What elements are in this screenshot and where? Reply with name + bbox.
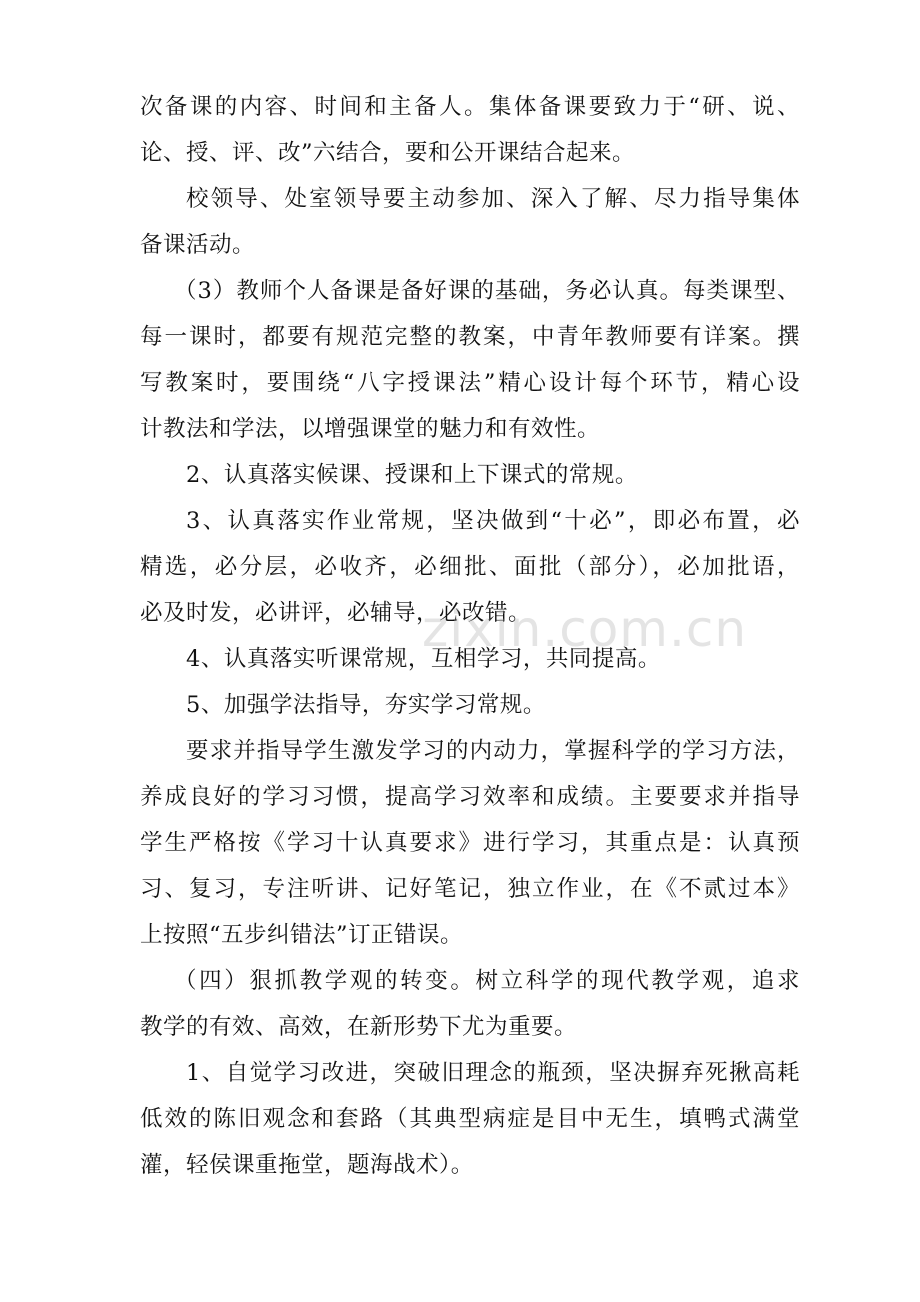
text-line: 论、授、评、改”六结合，要和公开课结合起来。 bbox=[140, 140, 636, 166]
text-line: 次备课的内容、时间和主备人。集体备课要致力于“研、说、 bbox=[140, 94, 800, 120]
text-line: 写教案时，要围绕“八字授课法”精心设计每个环节，精心设 bbox=[140, 370, 800, 396]
text-line: 习、复习，专注听讲、记好笔记，独立作业，在《不贰过本》 bbox=[140, 876, 800, 902]
text-line: 精选，必分层，必收齐，必细批、面批（部分），必加批语， bbox=[140, 554, 800, 580]
text-line: 1、自觉学习改进，突破旧理念的瓶颈，坚决摒弃死揪高耗 bbox=[186, 1060, 800, 1086]
text-line: 养成良好的学习习惯，提高学习效率和成绩。主要要求并指导 bbox=[140, 784, 800, 810]
text-line: 低效的陈旧观念和套路（其典型病症是目中无生，填鸭式满堂 bbox=[140, 1106, 800, 1132]
document-body bbox=[140, 84, 800, 1188]
text-line: 学生严格按《学习十认真要求》进行学习，其重点是：认真预 bbox=[140, 830, 800, 856]
text-line: 备课活动。 bbox=[140, 232, 256, 258]
text-line: 必及时发，必讲评，必辅导，必改错。 bbox=[140, 600, 532, 626]
text-line: （四）狠抓教学观的转变。树立科学的现代教学观，追求 bbox=[174, 968, 800, 994]
text-line: 灌，轻侯课重拖堂，题海战术）。 bbox=[140, 1152, 474, 1178]
text-line: 5、加强学法指导，夯实学习常规。 bbox=[186, 692, 546, 718]
text-line: （3）教师个人备课是备好课的基础，务必认真。每类课型、 bbox=[174, 278, 800, 304]
text-line: 校领导、处室领导要主动参加、深入了解、尽力指导集体 bbox=[186, 186, 800, 212]
text-line: 每一课时，都要有规范完整的教案，中青年教师要有详案。撰 bbox=[140, 324, 800, 350]
watermark-text: zixin.com.cn bbox=[422, 600, 748, 658]
text-line: 4、认真落实听课常规，互相学习，共同提高。 bbox=[186, 646, 661, 672]
text-line: 2、认真落实候课、授课和上下课式的常规。 bbox=[186, 462, 638, 488]
text-line: 计教法和学法，以增强课堂的魅力和有效性。 bbox=[140, 416, 601, 442]
text-line: 要求并指导学生激发学习的内动力，掌握科学的学习方法， bbox=[186, 738, 800, 764]
text-line: 上按照“五步纠错法”订正错误。 bbox=[140, 922, 464, 948]
text-line: 3、认真落实作业常规，坚决做到“十必”，即必布置，必 bbox=[186, 508, 800, 534]
text-line: 教学的有效、高效，在新形势下尤为重要。 bbox=[140, 1014, 578, 1040]
